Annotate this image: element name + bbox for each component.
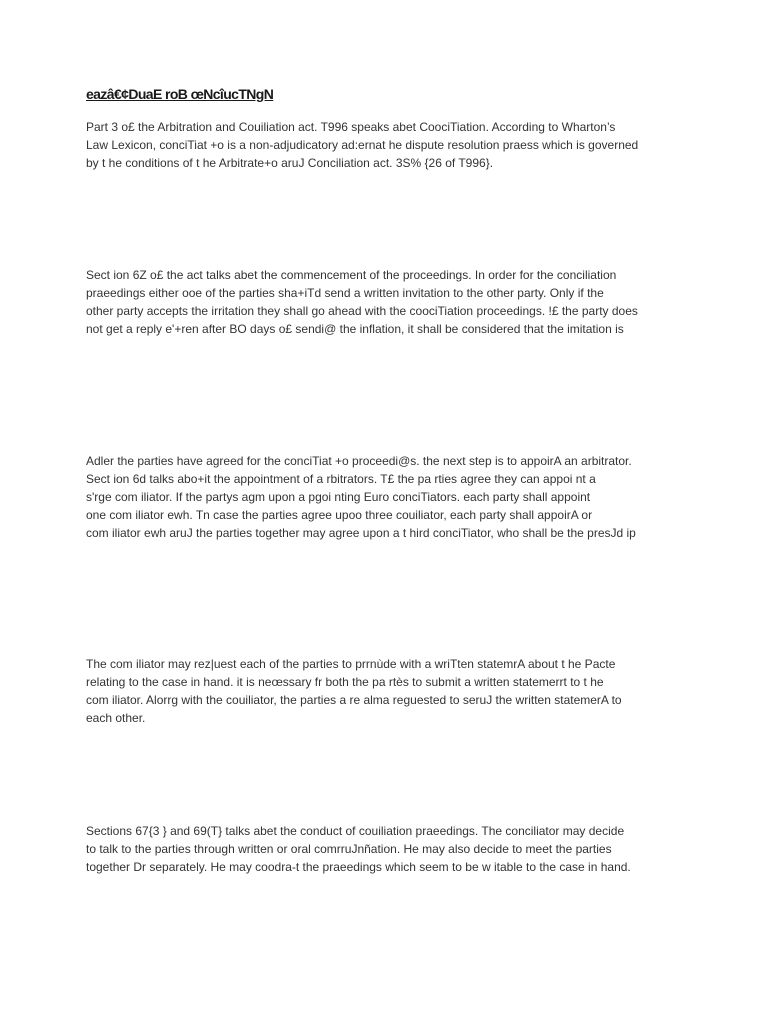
paragraph-line: Sect ion 6d talks abo+it the appointment of a rbitrators. T£ the pa rties agree they can appoi nt a xyxy=(86,472,596,486)
paragraph-line: each other. xyxy=(86,711,146,725)
paragraph-line: praeedings either ooe of the parties sha+iTd send a written invitation to the other party. Only if the xyxy=(86,286,604,300)
paragraph-line: s'rge com iliator. If the partys agm upon a pgoi nting Euro conciTiators. each party shall appoint xyxy=(86,490,591,504)
paragraph-line: com iliator ewh aruJ the parties together may agree upon a t hird conciTiator, who shall be the presJd ip xyxy=(86,526,636,540)
paragraph-line: Law Lexicon, conciTiat +o is a non-adjudicatory ad:ernat he dispute resolution praess which is governed xyxy=(86,138,639,152)
paragraph-line: together Dr separately. He may coodra-t the praeedings which seem to be w itable to the case in hand. xyxy=(86,860,631,874)
document-heading: eazâ€¢DuaE roB œNcîucTNgN xyxy=(86,86,274,102)
paragraph-line: com iliator. Alorrg with the couiliator, the parties a re alma reguested to seruJ the written statemerA to xyxy=(86,693,622,707)
paragraph-line: Sect ion 6Z o£ the act talks abet the commencement of the proceedings. In order for the conciliation xyxy=(86,268,617,282)
paragraph-line: one com iliator ewh. Tn case the parties agree upoo three couiliator, each party shall appoirA or xyxy=(86,508,593,522)
paragraph-line: relating to the case in hand. it is neœssary fr both the pa rtès to submit a written statemerrt to t he xyxy=(86,675,604,689)
paragraph-line: Sections 67{3 } and 69(T} talks abet the conduct of couiliation praeedings. The conciliator may decide xyxy=(86,824,625,838)
paragraph-conciliation-intro xyxy=(86,118,676,172)
paragraph-appointment xyxy=(86,452,676,542)
paragraph-line: Part 3 o£ the Arbitration and Couiliation act. T996 speaks abet CoociTiation. According to Wharton’s xyxy=(86,120,616,134)
paragraph-line: Adler the parties have agreed for the conciTiat +o proceedi@s. the next step is to appoirA an arbitrator. xyxy=(86,454,632,468)
paragraph-line: not get a reply e'+ren after BO days o£ sendi@ the inflation, it shall be considered that the imitation is xyxy=(86,322,624,336)
paragraph-written-statements xyxy=(86,655,676,727)
paragraph-line: by t he conditions of t he Arbitrate+o aruJ Conciliation act. 3S% {26 of T996}. xyxy=(86,156,494,170)
paragraph-line: other party accepts the irritation they shall go ahead with the coociTiation proceedings. !£ the party does xyxy=(86,304,638,318)
paragraph-line: The com iliator may rez|uest each of the parties to prrnùde with a wriTten statemrA about t he Pacte xyxy=(86,657,616,671)
paragraph-conduct xyxy=(86,822,676,876)
paragraph-commencement xyxy=(86,266,676,338)
paragraph-line: to talk to the parties through written or oral comrruJnñation. He may also decide to meet the parties xyxy=(86,842,612,856)
